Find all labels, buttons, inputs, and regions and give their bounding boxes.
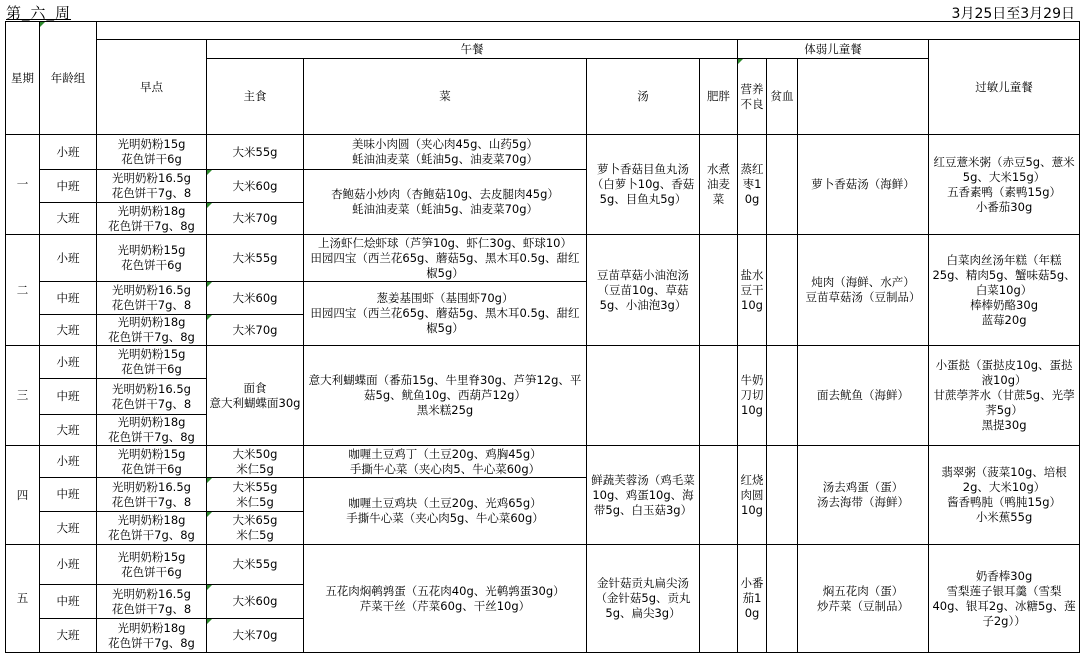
obese-cell <box>700 346 738 446</box>
sheet-header <box>0 0 1083 22</box>
staple-cell: 大米70g <box>207 315 304 346</box>
week-label: 第_六_周 <box>6 4 72 22</box>
col-lunch: 午餐 <box>207 40 738 59</box>
staple-cell: 大米60g <box>207 282 304 315</box>
age-group-cell: 中班 <box>40 282 97 315</box>
breakfast-cell: 光明奶粉16.5g 花色饼干7g、8 <box>97 478 207 512</box>
col-allergy: 过敏儿童餐 <box>929 40 1080 135</box>
weekday-cell: 一 <box>6 135 40 235</box>
breakfast-cell: 光明奶粉18g 花色饼干7g、8g <box>97 619 207 653</box>
afternoon-cell: 小蛋挞（蛋挞皮10g、蛋挞液10g） 甘蔗荸荠水（甘蔗5g、光荸荠5g） 黑提30g <box>929 346 1080 446</box>
breakfast-cell: 光明奶粉15g 花色饼干6g <box>97 135 207 170</box>
dish-cell: 杏鲍菇小炒肉（杏鲍菇10g、去皮腿肉45g） 蚝油油麦菜（蚝油5g、油麦菜70g） <box>304 170 587 235</box>
breakfast-cell: 光明奶粉15g 花色饼干6g <box>97 235 207 282</box>
staple-cell: 面食 意大利蝴蝶面30g <box>207 346 304 446</box>
afternoon-cell: 红豆薏米粥（赤豆5g、薏米5g、大米15g） 五香素鸭（素鸭15g） 小番茄30g <box>929 135 1080 235</box>
malnourished-cell: 小番茄10g <box>738 545 767 653</box>
dish-cell: 五花肉焖鹌鹑蛋（五花肉40g、光鹌鹑蛋30g） 芹菜干丝（芹菜60g、干丝10g） <box>304 545 587 653</box>
col-obese: 肥胖 <box>700 59 738 135</box>
header-spacer-row <box>6 22 1080 40</box>
date-range: 3月25日至3月29日 <box>951 6 1075 22</box>
anemia-cell <box>767 135 798 235</box>
soup-cell: 萝卜香菇目鱼丸汤（白萝卜10g、香菇5g、目鱼丸5g） <box>587 135 700 235</box>
age-group-cell: 大班 <box>40 315 97 346</box>
dish-cell: 美味小肉圆（夹心肉45g、山药5g） 蚝油油麦菜（蚝油5g、油麦菜70g） <box>304 135 587 170</box>
afternoon-cell: 白菜肉丝汤年糕（年糕25g、精肉5g、蟹味菇5g、白菜10g） 棒棒奶酪30g 蓝莓20g <box>929 235 1080 346</box>
dish-cell: 咖喱土豆鸡丁（土豆20g、鸡胸45g） 手撕牛心菜（夹心肉5、牛心菜60g） <box>304 446 587 478</box>
col-weak-child: 体弱儿童餐 <box>738 40 929 59</box>
anemia-cell <box>767 446 798 545</box>
allergy-cell: 炖肉（海鲜、水产） 豆苗草菇汤（豆制品） <box>798 235 929 346</box>
staple-cell: 大米70g <box>207 203 304 235</box>
dish-cell: 咖喱土豆鸡块（土豆20g、光鸡65g） 手撕牛心菜（夹心肉5g、牛心菜60g） <box>304 478 587 545</box>
age-group-cell: 小班 <box>40 135 97 170</box>
malnourished-cell: 蒸红枣10g <box>738 135 767 235</box>
age-group-cell: 小班 <box>40 545 97 585</box>
soup-cell: 鲜蔬芙蓉汤（鸡毛菜10g、鸡蛋10g、海带5g、白玉菇3g） <box>587 446 700 545</box>
col-breakfast: 早点 <box>97 40 207 135</box>
table-row <box>6 346 1080 379</box>
staple-cell: 大米55g 米仁5g <box>207 478 304 512</box>
obese-cell <box>700 545 738 653</box>
age-group-cell: 大班 <box>40 512 97 545</box>
age-group-cell: 中班 <box>40 170 97 203</box>
allergy-cell: 萝卜香菇汤（海鲜） <box>798 135 929 235</box>
breakfast-cell: 光明奶粉16.5g 花色饼干7g、8 <box>97 379 207 415</box>
col-staple: 主食 <box>207 59 304 135</box>
afternoon-cell: 翡翠粥（菠菜10g、培根2g、大米10g） 酱香鸭肫（鸭肫15g） 小米蕉55g <box>929 446 1080 545</box>
weekly-menu-table <box>5 21 1080 653</box>
breakfast-cell: 光明奶粉15g 花色饼干6g <box>97 446 207 478</box>
obese-cell: 水煮油麦菜 <box>700 135 738 235</box>
header-row-1 <box>6 40 1080 59</box>
obese-cell <box>700 235 738 346</box>
malnourished-cell: 红烧肉圆10g <box>738 446 767 545</box>
weekday-cell: 四 <box>6 446 40 545</box>
weekday-cell: 三 <box>6 346 40 446</box>
breakfast-cell: 光明奶粉18g 花色饼干7g、8g <box>97 512 207 545</box>
age-group-cell: 中班 <box>40 478 97 512</box>
table-row <box>6 446 1080 478</box>
afternoon-cell: 奶香棒30g 雪梨莲子银耳羹（雪梨40g、银耳2g、冰糖5g、莲子2g）） <box>929 545 1080 653</box>
allergy-cell: 面去鱿鱼（海鲜） <box>798 346 929 446</box>
age-group-cell: 小班 <box>40 346 97 379</box>
staple-cell: 大米60g <box>207 585 304 619</box>
weekday-cell: 五 <box>6 545 40 653</box>
staple-cell: 大米65g 米仁5g <box>207 512 304 545</box>
breakfast-cell: 光明奶粉18g 花色饼干7g、8g <box>97 315 207 346</box>
col-weekday: 星期 <box>6 22 40 135</box>
allergy-cell: 焖五花肉（蛋） 炒芹菜（豆制品） <box>798 545 929 653</box>
soup-cell: 豆苗草菇小油泡汤（豆苗10g、草菇5g、小油泡3g） <box>587 235 700 346</box>
age-group-cell: 大班 <box>40 619 97 653</box>
age-group-cell: 大班 <box>40 415 97 446</box>
staple-cell: 大米55g <box>207 135 304 170</box>
header-blank <box>97 22 1080 40</box>
anemia-cell <box>767 545 798 653</box>
anemia-cell <box>767 346 798 446</box>
age-group-cell: 小班 <box>40 446 97 478</box>
weekday-cell: 二 <box>6 235 40 346</box>
breakfast-cell: 光明奶粉16.5g 花色饼干7g、8 <box>97 282 207 315</box>
staple-cell: 大米55g <box>207 545 304 585</box>
breakfast-cell: 光明奶粉18g 花色饼干7g、8g <box>97 415 207 446</box>
breakfast-cell: 光明奶粉18g 花色饼干7g、8g <box>97 203 207 235</box>
col-malnourished: 营养不良 <box>738 59 767 135</box>
breakfast-cell: 光明奶粉15g 花色饼干6g <box>97 545 207 585</box>
table-row <box>6 235 1080 282</box>
dish-cell: 意大利蝴蝶面（番茄15g、牛里脊30g、芦笋12g、平菇5g、鱿鱼10g、西葫芦12g） 黑米糕25g <box>304 346 587 446</box>
staple-cell: 大米50g 米仁5g <box>207 446 304 478</box>
staple-cell: 大米60g <box>207 170 304 203</box>
dish-cell: 上汤虾仁烩虾球（芦笋10g、虾仁30g、虾球10） 田园四宝（西兰花65g、蘑菇5g、黑木耳0.5g、甜红椒5g） <box>304 235 587 282</box>
allergy-cell: 汤去鸡蛋（蛋） 汤去海带（海鲜） <box>798 446 929 545</box>
age-group-cell: 中班 <box>40 585 97 619</box>
age-group-cell: 小班 <box>40 235 97 282</box>
age-group-cell: 中班 <box>40 379 97 415</box>
col-age-group: 年龄组 <box>40 22 97 135</box>
col-soup: 汤 <box>587 59 700 135</box>
obese-cell <box>700 446 738 545</box>
malnourished-cell: 盐水豆干10g <box>738 235 767 346</box>
malnourished-cell: 牛奶刀切10g <box>738 346 767 446</box>
table-row <box>6 135 1080 170</box>
soup-cell <box>587 346 700 446</box>
anemia-cell <box>767 235 798 346</box>
breakfast-cell: 光明奶粉16.5g 花色饼干7g、8 <box>97 170 207 203</box>
breakfast-cell: 光明奶粉16.5g 花色饼干7g、8 <box>97 585 207 619</box>
col-anemia: 贫血 <box>767 59 798 135</box>
staple-cell: 大米70g <box>207 619 304 653</box>
age-group-cell: 大班 <box>40 203 97 235</box>
breakfast-cell: 光明奶粉15g 花色饼干6g <box>97 346 207 379</box>
dish-cell: 葱姜基围虾（基围虾70g） 田园四宝（西兰花65g、蘑菇5g、黑木耳0.5g、甜红椒5g） <box>304 282 587 346</box>
soup-cell: 金针菇贡丸扁尖汤（金针菇5g、贡丸5g、扁尖3g） <box>587 545 700 653</box>
staple-cell: 大米55g <box>207 235 304 282</box>
col-dish: 菜 <box>304 59 587 135</box>
table-row <box>6 545 1080 585</box>
